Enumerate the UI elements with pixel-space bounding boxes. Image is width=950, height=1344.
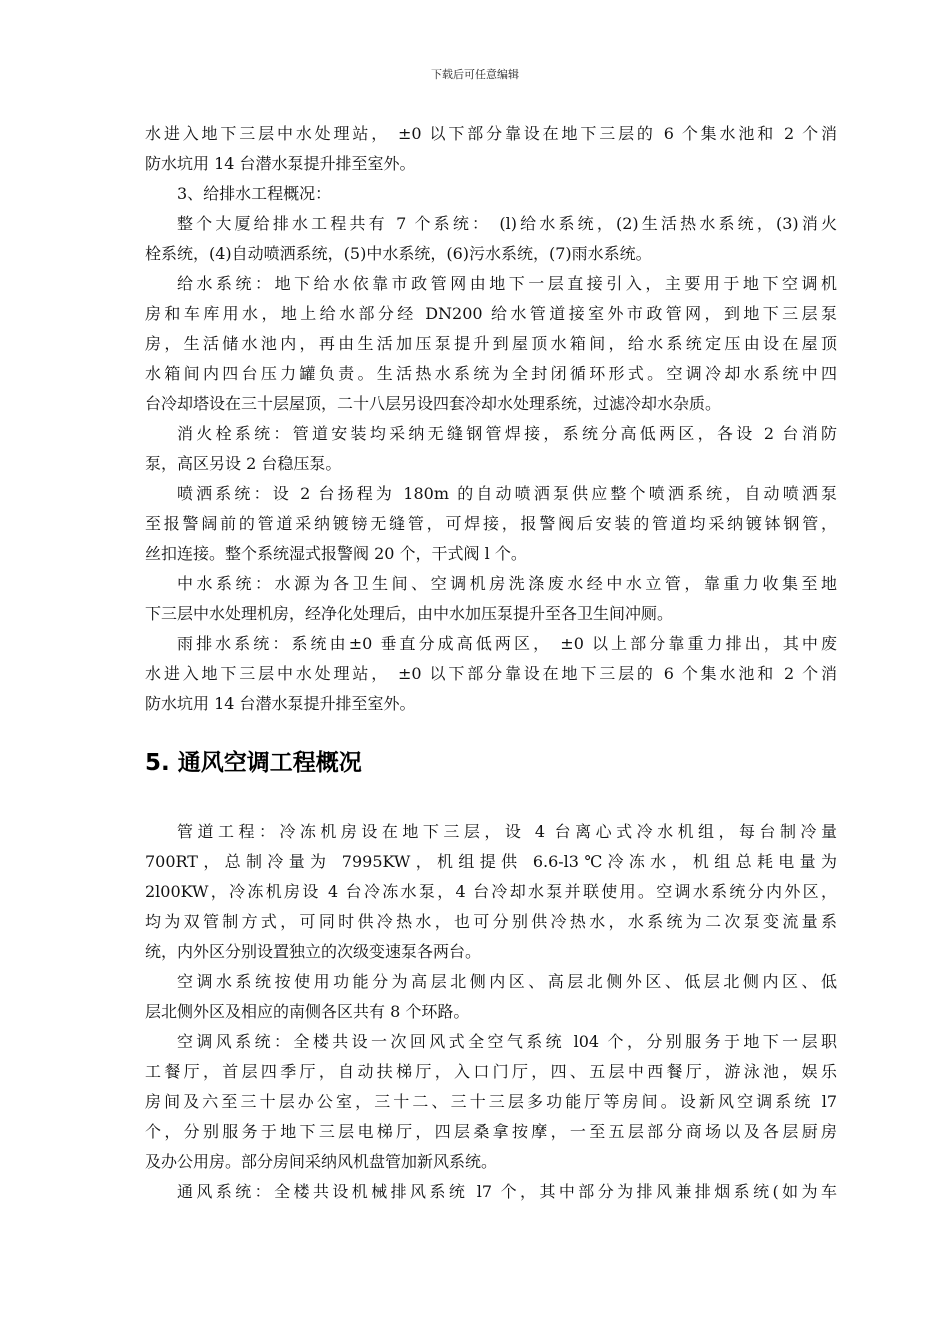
- text-line: 房间及六至三十层办公室，三十二、三十三层多功能厅等房间。设新风空调系统 l7: [145, 1092, 837, 1111]
- continued-paragraph: [145, 119, 837, 179]
- text-line: 及办公用房。部分房间采纳风机盘管加新风系统。: [145, 1152, 498, 1171]
- text-line: 空调风系统：全楼共设一次回风式全空气系统 l04 个，分别服务于地下一层职: [177, 1032, 837, 1051]
- text-line: 空调水系统按使用功能分为高层北侧内区、高层北侧外区、低层北侧内区、低: [177, 972, 837, 991]
- text-line: 下三层中水处理机房，经净化处理后，由中水加压泵提升至各卫生间冲厕。: [145, 604, 674, 623]
- text-line: 防水坑用 14 台潜水泵提升排至室外。: [145, 154, 416, 173]
- text-line: 层北侧外区及相应的南侧各区共有 8 个环路。: [145, 1002, 470, 1021]
- paragraph-piping: [145, 817, 837, 967]
- text-line: 水进入地下三层中水处理站， ±0 以下部分靠设在地下三层的 6 个集水池和 2 个消: [145, 124, 837, 143]
- text-line: 台冷却塔设在三十层屋顶，二十八层另设四套冷却水处理系统，过滤冷却水杂质。: [145, 394, 722, 413]
- text-line: 整个大厦给排水工程共有 7 个系统： (l)给水系统，(2)生活热水系统，(3)消火: [177, 214, 837, 233]
- text-line: 房和车库用水，地上给水部分经 DN200 给水管道接室外市政管网，到地下三层泵: [145, 304, 837, 323]
- text-line: 中水系统：水源为各卫生间、空调机房洗涤废水经中水立管，靠重力收集至地: [177, 574, 837, 593]
- text-line: 2l00KW，冷冻机房设 4 台冷冻水泵，4 台冷却水泵并联使用。空调水系统分内外区，: [145, 882, 837, 901]
- text-line: 喷洒系统：设 2 台扬程为 180m 的自动喷洒泵供应整个喷洒系统，自动喷洒泵: [177, 484, 837, 503]
- text-line: 至报警阔前的管道采纳镀镑无缝管，可焊接，报警阀后安装的管道均采纳镀钵钢管，: [145, 514, 837, 533]
- text-line: 水箱间内四台压力罐负责。生活热水系统为全封闭循环形式。空调冷却水系统中四: [145, 364, 837, 383]
- text-line: 消火栓系统：管道安装均采纳无缝钢管焊接，系统分高低两区，各设 2 台消防: [177, 424, 837, 443]
- paragraph-sprinkler: [145, 479, 837, 569]
- text-line: 防水坑用 14 台潜水泵提升排至室外。: [145, 694, 416, 713]
- paragraph-rain-drainage: [145, 629, 837, 719]
- paragraph-ventilation: [145, 1177, 837, 1207]
- paragraph-overview: [145, 209, 837, 269]
- section-3-title: 3、给排水工程概况：: [177, 184, 332, 203]
- text-line: 泵，高区另设 2 台稳压泵。: [145, 454, 342, 473]
- text-line: 丝扣连接。整个系统湿式报警阀 20 个，干式阀 l 个。: [145, 544, 527, 563]
- text-line: 雨排水系统：系统由±0 垂直分成高低两区， ±0 以上部分靠重力排出，其中废: [177, 634, 837, 653]
- paragraph-ac-air: [145, 1027, 837, 1177]
- text-line: 700RT，总制冷量为 7995KW，机组提供 6.6-l3℃冷冻水，机组总耗电量为: [145, 852, 837, 871]
- section-5-heading: 5. 通风空调工程概况: [145, 750, 362, 776]
- text-line: 统，内外区分别设置独立的次级变速泵各两台。: [145, 942, 482, 961]
- text-line: 通风系统：全楼共设机械排风系统 l7 个，其中部分为排风兼排烟系统(如为车: [177, 1182, 837, 1201]
- text-line: 水进入地下三层中水处理站， ±0 以下部分靠设在地下三层的 6 个集水池和 2 个消: [145, 664, 837, 683]
- paragraph-hydrant: [145, 419, 837, 479]
- page-header: 下载后可任意编辑: [431, 68, 519, 81]
- text-line: 栓系统，(4)自动喷洒系统，(5)中水系统，(6)污水系统，(7)雨水系统。: [145, 244, 652, 263]
- text-line: 管道工程：冷冻机房设在地下三层，设 4 台离心式冷水机组，每台制冷量: [177, 822, 837, 841]
- document-body: [145, 119, 837, 1207]
- text-line: 均为双管制方式，可同时供冷热水，也可分别供冷热水，水系统为二次泵变流量系: [145, 912, 837, 931]
- text-line: 给水系统：地下给水依靠市政管网由地下一层直接引入，主要用于地下空调机: [177, 274, 837, 293]
- paragraph-ac-water-loops: [145, 967, 837, 1027]
- paragraph-reclaimed-water: [145, 569, 837, 629]
- text-line: 房，生活储水池内，再由生活加压泵提升到屋顶水箱间，给水系统定压由设在屋顶: [145, 334, 837, 353]
- text-line: 工餐厅，首层四季厅，自动扶梯厅，入口门厅，四、五层中西餐厅，游泳池，娱乐: [145, 1062, 837, 1081]
- text-line: 个，分别服务于地下三层电梯厅，四层桑拿按摩，一至五层部分商场以及各层厨房: [145, 1122, 837, 1141]
- paragraph-water-supply: [145, 269, 837, 419]
